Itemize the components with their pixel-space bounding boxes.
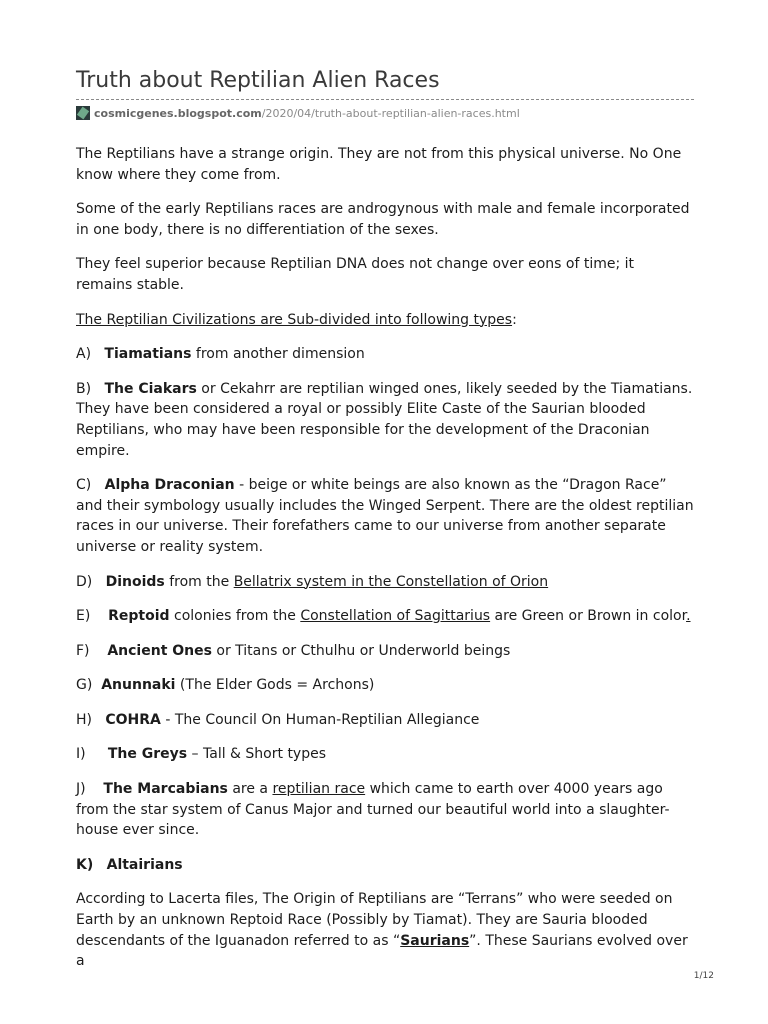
item-name: The Marcabians (103, 781, 228, 798)
item-name: Alpha Draconian (104, 477, 235, 494)
item-text: or Cekahrr are reptilian winged ones, likely seeded by the Tiamatians. They have been considered a royal or possibly Elite Caste of the Saurian blooded Reptilians, who may have been responsible for the development of the Draconian empire. (76, 380, 693, 459)
closing-text: According to Lacerta files, The Origin of Reptilians are “Terrans” who were seeded on Earth by an unknown Reptoid Race (Possibly by Tiamat). They are Sauria blooded descendants of the Iguanadon referred to as “ (76, 891, 673, 949)
closing-tail: ”. These Saurians evolved over a (76, 932, 688, 970)
item-text: - beige or white beings are also known as the “Dragon Race” and their symbology usually includes the Winged Serpent. There are the oldest reptilian races in our universe. Their forefathers came to our universe from another separate universe or reality system. (76, 477, 694, 555)
item-text: from the (164, 573, 234, 590)
item-name: Ancient Ones (107, 642, 212, 659)
item-name: The Ciakars (104, 380, 197, 397)
source-line (76, 106, 520, 120)
list-item-j (76, 779, 694, 841)
item-name: COHRA (105, 711, 161, 728)
list-item-b (76, 379, 694, 461)
paragraph-superior: They feel superior because Reptilian DNA does not change over eons of time; it remains stable. (76, 256, 635, 293)
item-label: J) (76, 781, 86, 798)
source-domain-link[interactable]: cosmicgenes.blogspot.com (94, 107, 262, 120)
item-name: Anunnaki (101, 677, 176, 694)
item-label: C) (76, 477, 92, 494)
item-label: B) (76, 380, 92, 397)
item-label: A) (76, 346, 92, 363)
item-label: I) (76, 746, 86, 763)
item-text: colonies from the (169, 608, 301, 625)
list-item-d (76, 572, 694, 593)
item-text: are a (227, 781, 273, 798)
list-item-a (76, 344, 694, 365)
period-link[interactable]: . (686, 608, 691, 625)
source-path-link[interactable]: /2020/04/truth-about-reptilian-alien-races.html (261, 107, 520, 120)
item-name: Altairians (106, 856, 183, 873)
item-label: G) (76, 677, 93, 694)
item-text: - The Council On Human-Reptilian Allegiance (160, 711, 480, 728)
item-name: Tiamatians (104, 346, 192, 363)
intro-colon: : (512, 311, 517, 328)
sagittarius-link[interactable]: Constellation of Sagittarius (300, 608, 491, 625)
item-label: D) (76, 573, 93, 590)
list-item-k (76, 855, 694, 876)
list-item-h (76, 710, 694, 731)
orion-link[interactable]: Bellatrix system in the Constellation of Orion (233, 573, 549, 590)
paragraph-origin: The Reptilians have a strange origin. They are not from this physical universe. No One know where they come from. (76, 146, 682, 183)
list-item-f (76, 641, 694, 662)
list-item-c (76, 475, 694, 557)
item-name: Reptoid (108, 608, 170, 625)
reptilian-race-link[interactable]: reptilian race (272, 781, 366, 798)
item-text: – Tall & Short types (187, 746, 327, 763)
item-tail: which came to earth over 4000 years ago from the star system of Canus Major and turned our beautiful world into a slaughter-house ever since. (76, 781, 670, 839)
list-item-i (76, 744, 694, 765)
title-divider (76, 99, 694, 100)
item-name: Dinoids (105, 573, 165, 590)
item-tail: are Green or Brown in color (490, 608, 687, 625)
paragraph-civilizations-intro (76, 310, 694, 331)
item-label: K) (76, 856, 94, 873)
page-number: 1/12 (693, 971, 714, 981)
article-body (76, 144, 694, 986)
item-text: (The Elder Gods = Archons) (175, 677, 375, 694)
site-favicon-icon (76, 106, 90, 120)
item-label: E) (76, 608, 91, 625)
civilizations-link[interactable]: The Reptilian Civilizations are Sub-divided into following types (76, 311, 513, 328)
paragraph-lacerta (76, 889, 694, 971)
list-item-e (76, 606, 694, 627)
page-title: Truth about Reptilian Alien Races (76, 68, 440, 93)
saurians-link[interactable]: Saurians (400, 932, 470, 949)
item-text: or Titans or Cthulhu or Underworld beings (211, 642, 511, 659)
list-item-g (76, 675, 694, 696)
item-text: from another dimension (191, 346, 365, 363)
item-label: H) (76, 711, 92, 728)
paragraph-androgynous: Some of the early Reptilians races are androgynous with male and female incorporated in one body, there is no differentiation of the sexes. (76, 201, 690, 238)
item-name: The Greys (107, 746, 188, 763)
item-label: F) (76, 642, 90, 659)
